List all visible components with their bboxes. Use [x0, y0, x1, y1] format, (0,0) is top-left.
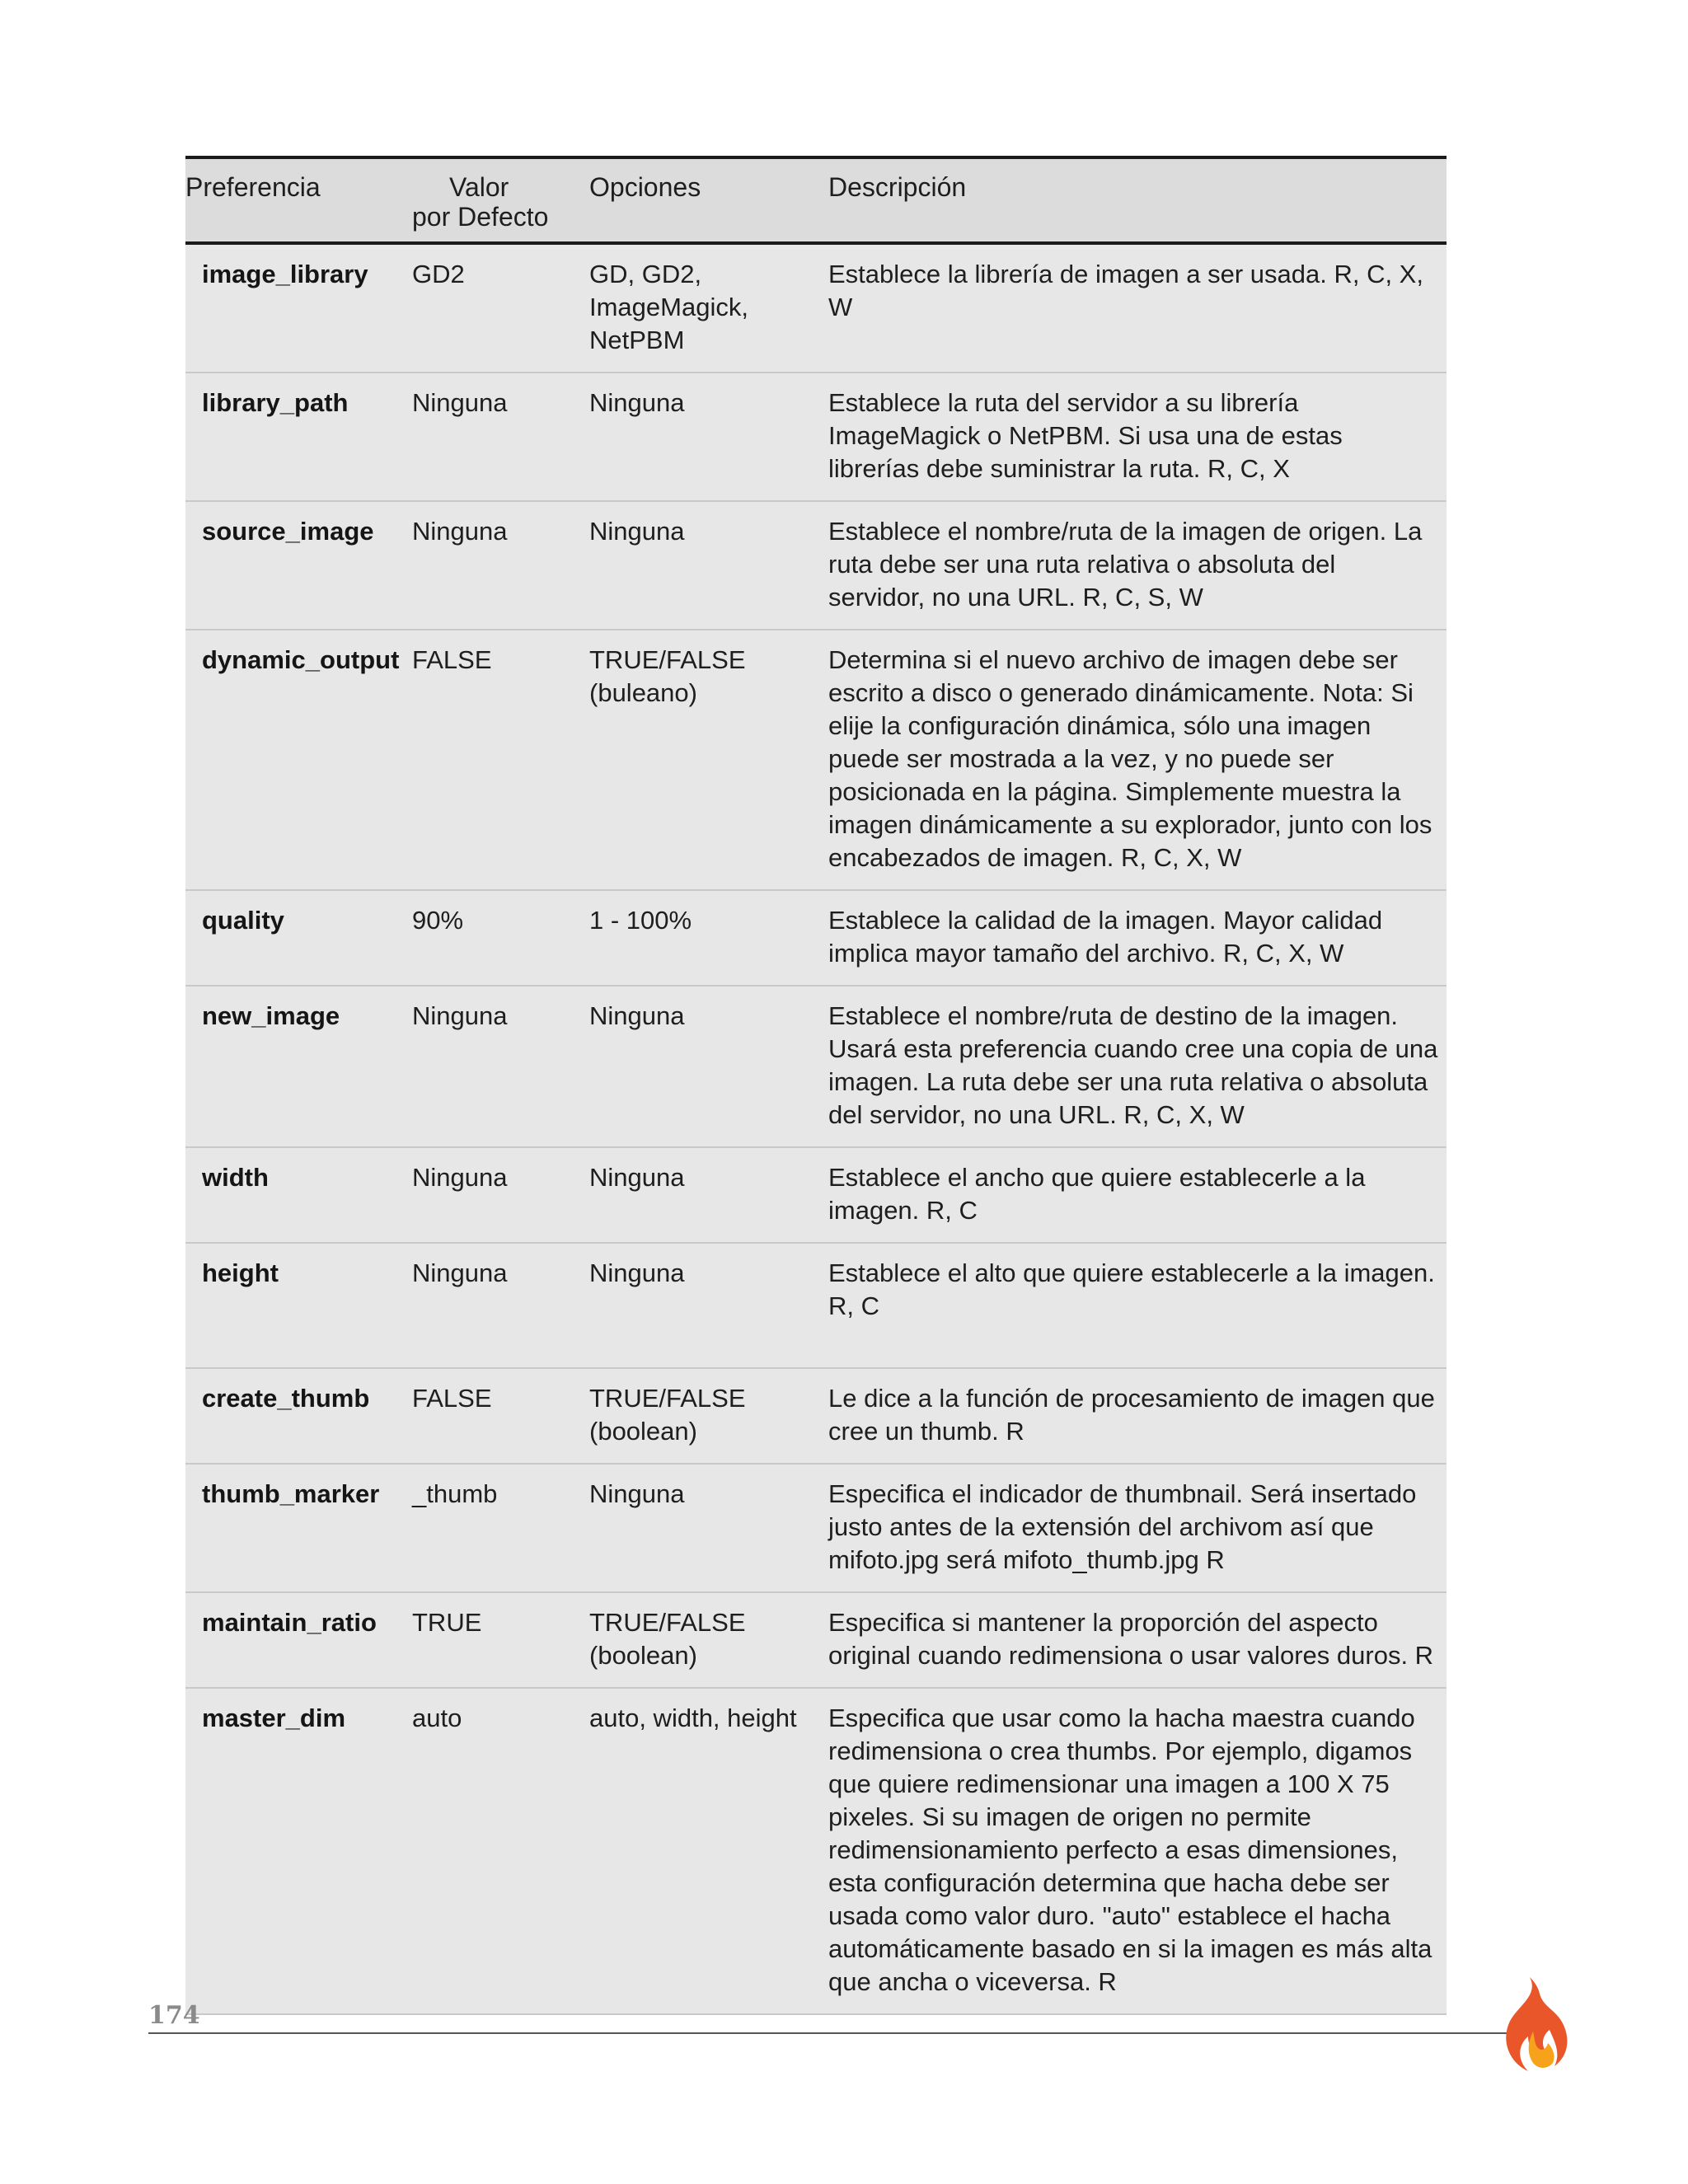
header-default-value [412, 157, 589, 243]
options-value: 1 - 100% [589, 890, 828, 986]
preference-name: new_image [185, 986, 412, 1147]
default-value: Ninguna [412, 1243, 589, 1368]
description-text: Establece la ruta del servidor a su librería ImageMagick o NetPBM. Si usa una de estas librerías debe suministrar la ruta. R, C, X [828, 373, 1447, 501]
table-row [185, 630, 1447, 890]
table-row [185, 1592, 1447, 1688]
default-value: Ninguna [412, 501, 589, 630]
options-value: TRUE/FALSE (boolean) [589, 1368, 828, 1464]
default-value: Ninguna [412, 986, 589, 1147]
table-row [185, 1368, 1447, 1464]
options-value: TRUE/FALSE (buleano) [589, 630, 828, 890]
description-text: Establece el nombre/ruta de la imagen de origen. La ruta debe ser una ruta relativa o absoluta del servidor, no una URL. R, C, S, W [828, 501, 1447, 630]
table-row [185, 373, 1447, 501]
table-row [185, 1243, 1447, 1368]
options-value: Ninguna [589, 1243, 828, 1368]
default-value: Ninguna [412, 373, 589, 501]
description-text: Especifica el indicador de thumbnail. Será insertado justo antes de la extensión del archivom así que mifoto.jpg será mifoto_thumb.jpg R [828, 1464, 1447, 1592]
header-default-line1: Valor [449, 172, 509, 202]
preference-name: source_image [185, 501, 412, 630]
table-row [185, 243, 1447, 373]
header-description-label: Descripción [828, 172, 967, 202]
preference-name: master_dim [185, 1688, 412, 2014]
preference-name: dynamic_output [185, 630, 412, 890]
description-text: Establece el alto que quiere establecerle a la imagen. R, C [828, 1243, 1447, 1368]
options-value: GD, GD2, ImageMagick, NetPBM [589, 243, 828, 373]
options-value: Ninguna [589, 1464, 828, 1592]
header-options-label: Opciones [589, 172, 701, 202]
footer-divider [148, 2032, 1517, 2034]
default-value: auto [412, 1688, 589, 2014]
page-number: 174 [148, 2001, 200, 2030]
preference-name: maintain_ratio [185, 1592, 412, 1688]
preference-name: create_thumb [185, 1368, 412, 1464]
default-value: FALSE [412, 630, 589, 890]
description-text: Especifica que usar como la hacha maestra cuando redimensiona o crea thumbs. Por ejemplo, digamos que quiere redimensionar una imagen a 100 X 75 pixeles. Si su imagen de origen no permite redimensionamiento perfecto a esas dimensiones, esta configuración determina que hacha debe ser usada como valor duro. "auto" establece el hacha automáticamente basado en si la imagen es más alta que ancha o viceversa. R [828, 1688, 1447, 2014]
description-text: Establece la calidad de la imagen. Mayor calidad implica mayor tamaño del archivo. R, C, X, W [828, 890, 1447, 986]
preference-name: quality [185, 890, 412, 986]
header-options [589, 157, 828, 243]
options-value: Ninguna [589, 1147, 828, 1243]
description-text: Establece la librería de imagen a ser usada. R, C, X, W [828, 243, 1447, 373]
options-value: TRUE/FALSE (boolean) [589, 1592, 828, 1688]
table-body [185, 243, 1447, 2014]
header-description [828, 157, 1447, 243]
table-row [185, 1147, 1447, 1243]
options-value: Ninguna [589, 501, 828, 630]
table-row [185, 1464, 1447, 1592]
preference-name: image_library [185, 243, 412, 373]
table-row [185, 1688, 1447, 2014]
header-preference: Preferencia [185, 157, 412, 243]
default-value: TRUE [412, 1592, 589, 1688]
description-text: Determina si el nuevo archivo de imagen debe ser escrito a disco o generado dinámicamente. Nota: Si elije la configuración dinámica, sólo una imagen puede ser mostrada a la vez, y no puede ser posicionada en la página. Simplemente muestra la imagen dinámicamente a su explorador, junto con los encabezados de imagen. R, C, X, W [828, 630, 1447, 890]
options-value: Ninguna [589, 986, 828, 1147]
default-value: Ninguna [412, 1147, 589, 1243]
default-value: GD2 [412, 243, 589, 373]
options-value: auto, width, height [589, 1688, 828, 2014]
table-row [185, 501, 1447, 630]
description-text: Especifica si mantener la proporción del aspecto original cuando redimensiona o usar valores duros. R [828, 1592, 1447, 1688]
table-row [185, 890, 1447, 986]
preference-name: thumb_marker [185, 1464, 412, 1592]
preference-name: library_path [185, 373, 412, 501]
header-default-line2: por Defecto [412, 202, 549, 232]
preference-name: height [185, 1243, 412, 1368]
table-row [185, 986, 1447, 1147]
default-value: 90% [412, 890, 589, 986]
options-value: Ninguna [589, 373, 828, 501]
default-value: _thumb [412, 1464, 589, 1592]
table-header [185, 157, 1447, 243]
preference-name: width [185, 1147, 412, 1243]
flame-icon [1490, 1974, 1573, 2081]
preferences-table [185, 156, 1447, 2015]
description-text: Le dice a la función de procesamiento de imagen que cree un thumb. R [828, 1368, 1447, 1464]
description-text: Establece el ancho que quiere establecerle a la imagen. R, C [828, 1147, 1447, 1243]
default-value: FALSE [412, 1368, 589, 1464]
description-text: Establece el nombre/ruta de destino de la imagen. Usará esta preferencia cuando cree una copia de una imagen. La ruta debe ser una ruta relativa o absoluta del servidor, no una URL. R, C, X, W [828, 986, 1447, 1147]
